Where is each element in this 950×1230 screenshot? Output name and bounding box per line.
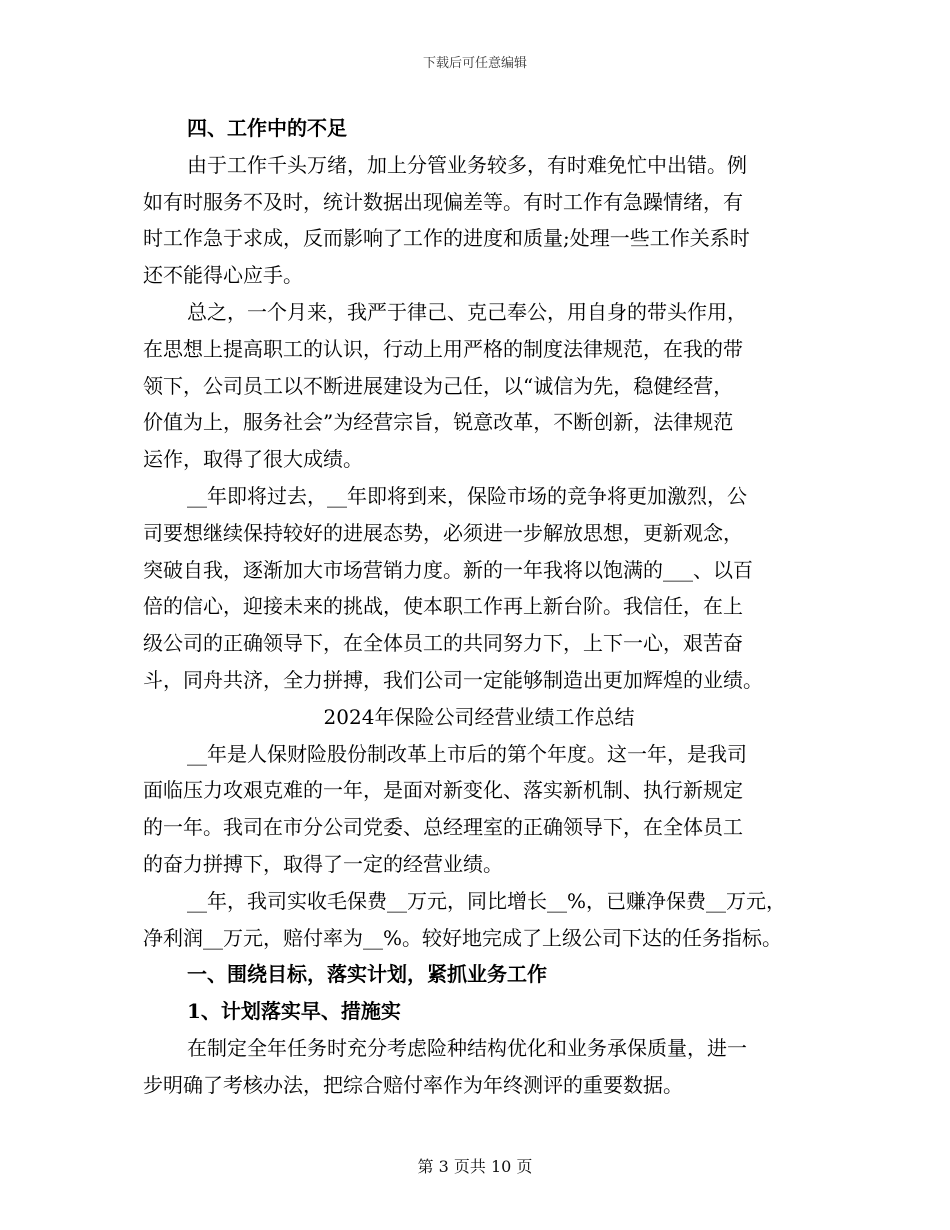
document-body <box>143 110 815 1104</box>
paragraph-line: 面临压力攻艰克难的一年，是面对新变化、落实新机制、执行新规定 <box>143 778 743 803</box>
section-heading-shortcomings: 四、工作中的不足 <box>187 116 347 140</box>
paragraph-line: 司要想继续保持较好的进展态势，必须进一步解放思想，更新观念， <box>143 520 743 545</box>
paragraph-line: 运作，取得了很大成绩。 <box>143 447 363 472</box>
paragraph-line: __年是人保财险股份制改革上市后的第个年度。这一年，是我司 <box>187 741 747 766</box>
paragraph-line: 级公司的正确领导下，在全体员工的共同努力下，上下一心，艰苦奋 <box>143 631 743 656</box>
paragraph-line: 倍的信心，迎接未来的挑战，使本职工作再上新台阶。我信任，在上 <box>143 594 743 619</box>
paragraph-line: 时工作急于求成，反而影响了工作的进度和质量;处理一些工作关系时 <box>143 226 750 251</box>
page-number: 第 3 页共 10 页 <box>417 1157 533 1176</box>
paragraph-line: 在思想上提高职工的认识，行动上用严格的制度法律规范，在我的带 <box>143 336 743 361</box>
paragraph-line: 价值为上，服务社会”为经营宗旨，锐意改革，不断创新，法律规范 <box>143 410 734 435</box>
paragraph-line: 总之，一个月来，我严于律己、克己奉公，用自身的带头作用， <box>187 299 747 324</box>
paragraph-line: 的奋力拼搏下，取得了一定的经营业绩。 <box>143 851 503 876</box>
subsection-heading-plan: 1、计划落实早、措施实 <box>187 999 401 1024</box>
document-title: 2024年保险公司经营业绩工作总结 <box>323 704 635 729</box>
paragraph-line: __年即将过去，__年即将到来，保险市场的竞争将更加激烈，公 <box>187 483 747 508</box>
paragraph-line: 突破自我，逐渐加大市场营销力度。新的一年我将以饱满的___、以百 <box>143 557 753 582</box>
paragraph-line: 领下，公司员工以不断进展建设为己任，以“诚信为先，稳健经营， <box>143 373 734 398</box>
section-heading-goals: 一、围绕目标，落实计划，紧抓业务工作 <box>187 962 547 987</box>
paragraph-line: 斗，同舟共济，全力拼搏，我们公司一定能够制造出更加辉煌的业绩。 <box>143 667 763 692</box>
paragraph-line: 如有时服务不及时，统计数据出现偏差等。有时工作有急躁情绪，有 <box>143 189 743 214</box>
page-header-note: 下载后可任意编辑 <box>422 56 527 71</box>
paragraph-line: 在制定全年任务时充分考虑险种结构优化和业务承保质量，进一 <box>187 1035 747 1060</box>
paragraph-line: 还不能得心应手。 <box>143 263 303 288</box>
paragraph-line: 净利润__万元，赔付率为__%。较好地完成了上级公司下达的任务指标。 <box>143 925 783 950</box>
paragraph-line: 的一年。我司在市分公司党委、总经理室的正确领导下，在全体员工 <box>143 815 743 840</box>
paragraph-line: 步明确了考核办法，把综合赔付率作为年终测评的重要数据。 <box>143 1072 683 1097</box>
paragraph-line: __年，我司实收毛保费__万元，同比增长__%，已赚净保费__万元， <box>187 888 787 913</box>
paragraph-line: 由于工作千头万绪，加上分管业务较多，有时难免忙中出错。例 <box>187 152 747 177</box>
